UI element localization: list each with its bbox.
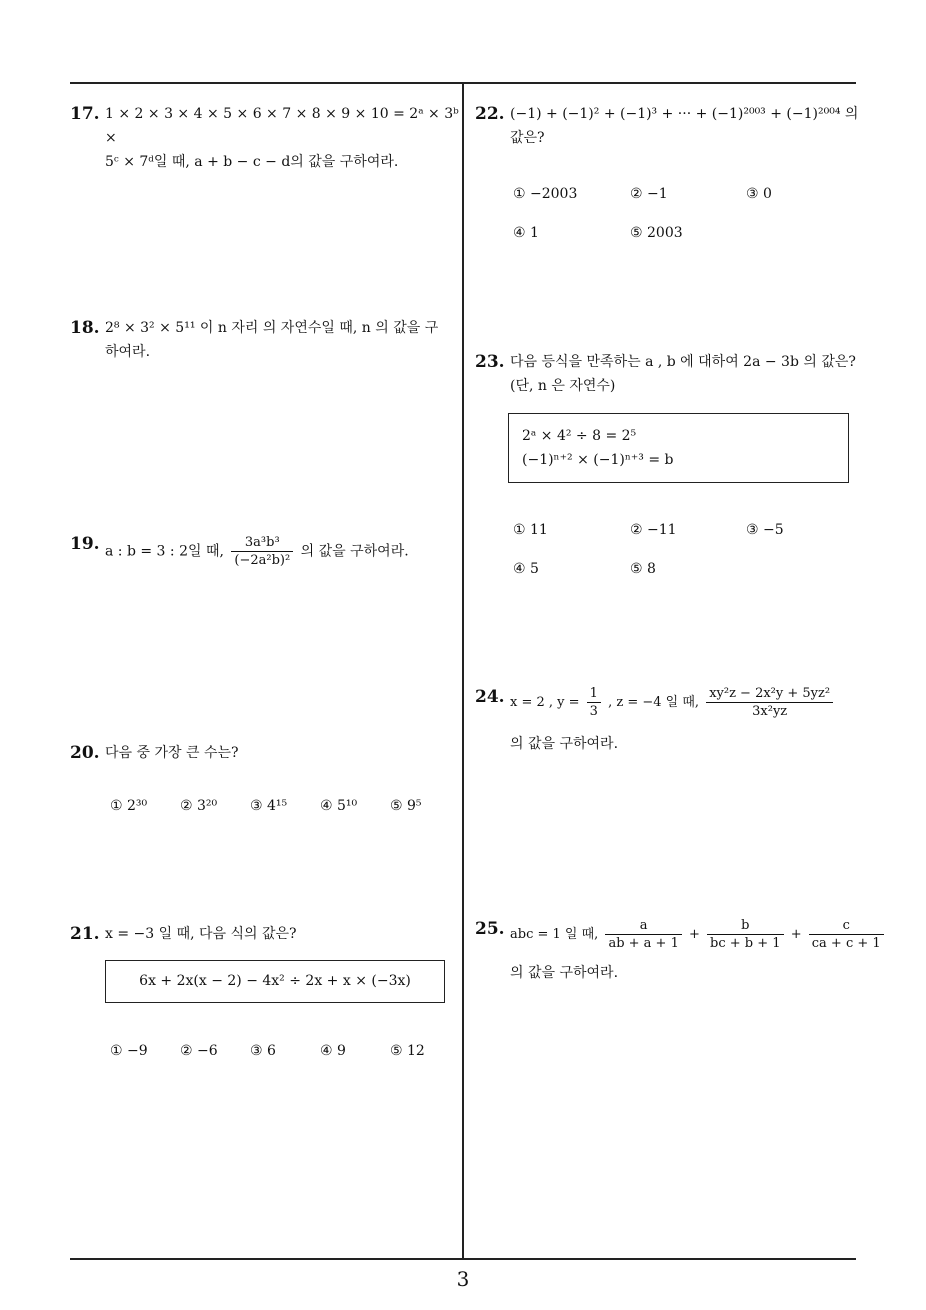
question-line: 5ᶜ × 7ᵈ일 때, a + b − c − d의 값을 구하여라. (105, 154, 399, 170)
question-number: 20. (70, 743, 100, 763)
option-1[interactable]: ① 2³⁰ (110, 798, 148, 814)
question-text-prefix: x = 2 , y = (510, 695, 580, 710)
column-divider (462, 83, 464, 1259)
page-number: 3 (456, 1267, 470, 1291)
question-text (510, 350, 856, 398)
question-text (510, 917, 887, 952)
option-2[interactable]: ② −6 (180, 1043, 218, 1059)
question-line: (단, n 은 자연수) (510, 378, 616, 394)
option-1[interactable]: ① 11 (513, 522, 548, 538)
option-4[interactable]: ④ 9 (320, 1043, 346, 1059)
question-line: (−1) + (−1)² + (−1)³ + ··· + (−1)²⁰⁰³ + (−1)²⁰⁰⁴ 의 (510, 106, 859, 122)
condition-line: 2ᵃ × 4² ÷ 8 = 2⁵ (522, 428, 637, 444)
fraction-numerator: b (707, 917, 784, 935)
option-5[interactable]: ⑤ 2003 (630, 225, 683, 241)
condition-box (508, 413, 849, 483)
question-text: 다음 중 가장 큰 수는? (105, 745, 239, 761)
question-line: 의 값을 구하여라. (510, 736, 619, 752)
fraction-y (587, 685, 601, 720)
expression-box (105, 960, 445, 1003)
fraction (605, 917, 681, 952)
question-text (105, 534, 409, 569)
question-line: 의 값을 구하여라. (510, 965, 619, 981)
fraction-numerator: 1 (587, 685, 601, 703)
question-line: 2⁸ × 3² × 5¹¹ 이 n 자리 의 자연수일 때, n 의 값을 구 (105, 320, 439, 336)
option-5[interactable]: ⑤ 9⁵ (390, 798, 422, 814)
question-text (105, 316, 438, 364)
fraction-denominator: 3 (589, 704, 598, 719)
question-line: 하여라. (105, 344, 151, 360)
bottom-rule (70, 1258, 856, 1260)
question-text (510, 102, 858, 150)
question-text (510, 685, 836, 720)
fraction-numerator: c (809, 917, 884, 935)
fraction-denominator: bc + b + 1 (710, 936, 781, 951)
fraction-denominator: ab + a + 1 (608, 936, 679, 951)
option-4[interactable]: ④ 5 (513, 561, 539, 577)
fraction-denominator: 3x²yz (752, 704, 788, 719)
question-text: x = −3 일 때, 다음 식의 값은? (105, 926, 297, 942)
option-5[interactable]: ⑤ 12 (390, 1043, 425, 1059)
option-2[interactable]: ② 3²⁰ (180, 798, 218, 814)
question-line: 값은? (510, 130, 545, 146)
question-number: 21. (70, 924, 100, 944)
option-1[interactable]: ① −9 (110, 1043, 148, 1059)
fraction-denominator: (−2a²b)² (234, 553, 291, 568)
question-text-prefix: a : b = 3 : 2일 때, (105, 543, 224, 560)
fraction-numerator: 3a³b³ (231, 534, 293, 552)
question-number: 22. (475, 104, 505, 124)
fraction-numerator: xy²z − 2x²y + 5yz² (706, 685, 833, 703)
option-3[interactable]: ③ −5 (746, 522, 784, 538)
question-number: 18. (70, 318, 100, 338)
fraction (706, 685, 833, 720)
expression: 6x + 2x(x − 2) − 4x² ÷ 2x + x × (−3x) (139, 973, 411, 989)
question-text-suffix: 의 값을 구하여라. (300, 543, 409, 560)
option-3[interactable]: ③ 0 (746, 186, 772, 202)
condition-line: (−1)ⁿ⁺² × (−1)ⁿ⁺³ = b (522, 452, 674, 468)
question-line: 다음 등식을 만족하는 a , b 에 대하여 2a − 3b 의 값은? (510, 354, 856, 370)
fraction-denominator: ca + c + 1 (811, 936, 881, 951)
fraction (809, 917, 884, 952)
option-1[interactable]: ① −2003 (513, 186, 578, 202)
option-4[interactable]: ④ 1 (513, 225, 539, 241)
option-3[interactable]: ③ 4¹⁵ (250, 798, 288, 814)
fraction (707, 917, 784, 952)
question-number: 24. (475, 687, 505, 707)
option-2[interactable]: ② −11 (630, 522, 677, 538)
question-number: 25. (475, 919, 505, 939)
fraction-numerator: a (605, 917, 681, 935)
question-number: 23. (475, 352, 505, 372)
question-number: 17. (70, 104, 100, 124)
question-line: 1 × 2 × 3 × 4 × 5 × 6 × 7 × 8 × 9 × 10 = 2ᵃ × 3ᵇ × (105, 106, 459, 146)
option-3[interactable]: ③ 6 (250, 1043, 276, 1059)
question-text (105, 102, 460, 174)
plus-sign: + (689, 927, 700, 942)
fraction (231, 534, 293, 569)
option-4[interactable]: ④ 5¹⁰ (320, 798, 358, 814)
question-text-middle: , z = −4 일 때, (608, 695, 700, 710)
question-text-prefix: abc = 1 일 때, (510, 927, 599, 942)
option-5[interactable]: ⑤ 8 (630, 561, 656, 577)
question-number: 19. (70, 534, 100, 554)
plus-sign: + (790, 927, 802, 942)
option-2[interactable]: ② −1 (630, 186, 668, 202)
